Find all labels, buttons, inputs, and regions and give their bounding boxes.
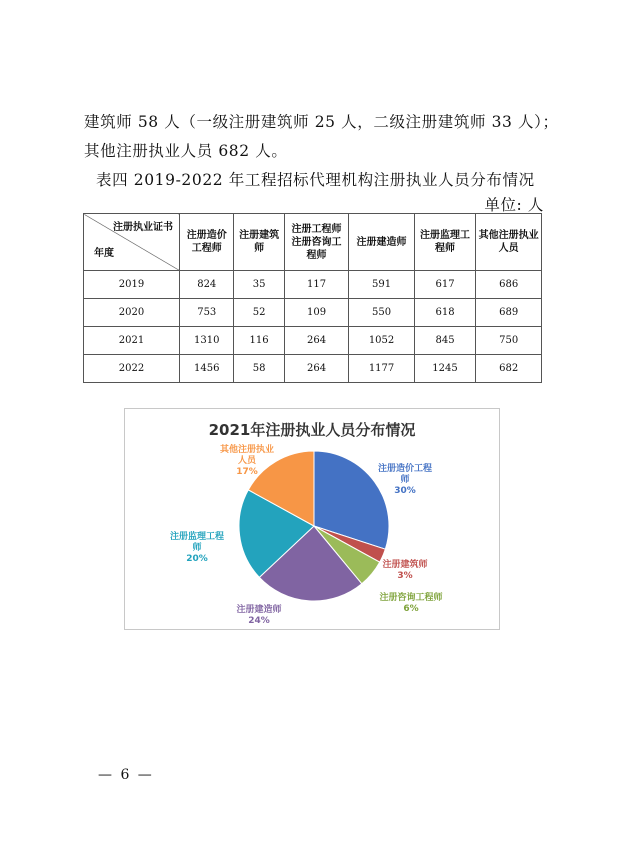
slice-label: 注册咨询工程师 6% [379, 593, 443, 614]
column-header-constructor: 注册建造师 [349, 214, 414, 271]
table-header-row [84, 214, 542, 271]
row-year: 2020 [84, 299, 180, 327]
table-cell: 591 [349, 271, 414, 299]
column-header-consulting-engineer: 注册工程师注册咨询工程师 [284, 214, 349, 271]
table-cell: 58 [234, 355, 284, 383]
table-cell: 52 [234, 299, 284, 327]
slice-label: 注册建造师 24% [236, 605, 282, 626]
table-cell: 117 [284, 271, 349, 299]
corner-header-year: 年度 [94, 248, 114, 259]
table-cell: 824 [180, 271, 234, 299]
row-year: 2019 [84, 271, 180, 299]
chart-title: 2021年注册执业人员分布情况 [208, 421, 416, 439]
table-cell: 617 [414, 271, 476, 299]
table-cell: 686 [476, 271, 542, 299]
table-cell: 753 [180, 299, 234, 327]
table-cell: 35 [234, 271, 284, 299]
corner-header-certificate: 注册执业证书 [113, 222, 174, 233]
table-cell: 1052 [349, 327, 414, 355]
column-header-other-practitioners: 其他注册执业人员 [476, 214, 542, 271]
table-cell: 264 [284, 355, 349, 383]
column-header-supervision-engineer: 注册监理工程师 [414, 214, 476, 271]
table-cell: 264 [284, 327, 349, 355]
row-year: 2021 [84, 327, 180, 355]
body-paragraph-line-1: 建筑师 58 人（一级注册建筑师 25 人，二级注册建筑师 33 人）； [84, 113, 559, 131]
table-cell: 682 [476, 355, 542, 383]
page-number: — 6 — [98, 767, 154, 783]
body-paragraph-line-2: 其他注册执业人员 682 人。 [84, 142, 288, 160]
table-row [84, 271, 542, 299]
table-row [84, 299, 542, 327]
table-cell: 1310 [180, 327, 234, 355]
table-cell: 550 [349, 299, 414, 327]
unit-label: 单位: 人 [484, 196, 544, 214]
table-cell: 116 [234, 327, 284, 355]
table-cell: 845 [414, 327, 476, 355]
table-caption: 表四 2019-2022 年工程招标代理机构注册执业人员分布情况 [96, 171, 535, 189]
slice-label: 注册监理工程师 20% [169, 532, 225, 564]
table-cell: 1177 [349, 355, 414, 383]
slice-label: 注册建筑师 3% [382, 560, 428, 581]
column-header-architect: 注册建筑师 [234, 214, 284, 271]
table-cell: 1456 [180, 355, 234, 383]
slice-label: 注册造价工程师 30% [377, 464, 433, 496]
column-header-cost-engineer: 注册造价工程师 [180, 214, 234, 271]
table-row [84, 355, 542, 383]
row-year: 2022 [84, 355, 180, 383]
pie-chart [125, 409, 499, 629]
slice-label: 其他注册执业人员 17% [219, 445, 275, 477]
table-cell: 618 [414, 299, 476, 327]
pie-chart-panel [124, 408, 500, 630]
table-row [84, 327, 542, 355]
table-cell: 109 [284, 299, 349, 327]
table-corner-header [84, 214, 180, 271]
table-cell: 750 [476, 327, 542, 355]
table-cell: 1245 [414, 355, 476, 383]
registration-table [83, 213, 542, 383]
table-cell: 689 [476, 299, 542, 327]
